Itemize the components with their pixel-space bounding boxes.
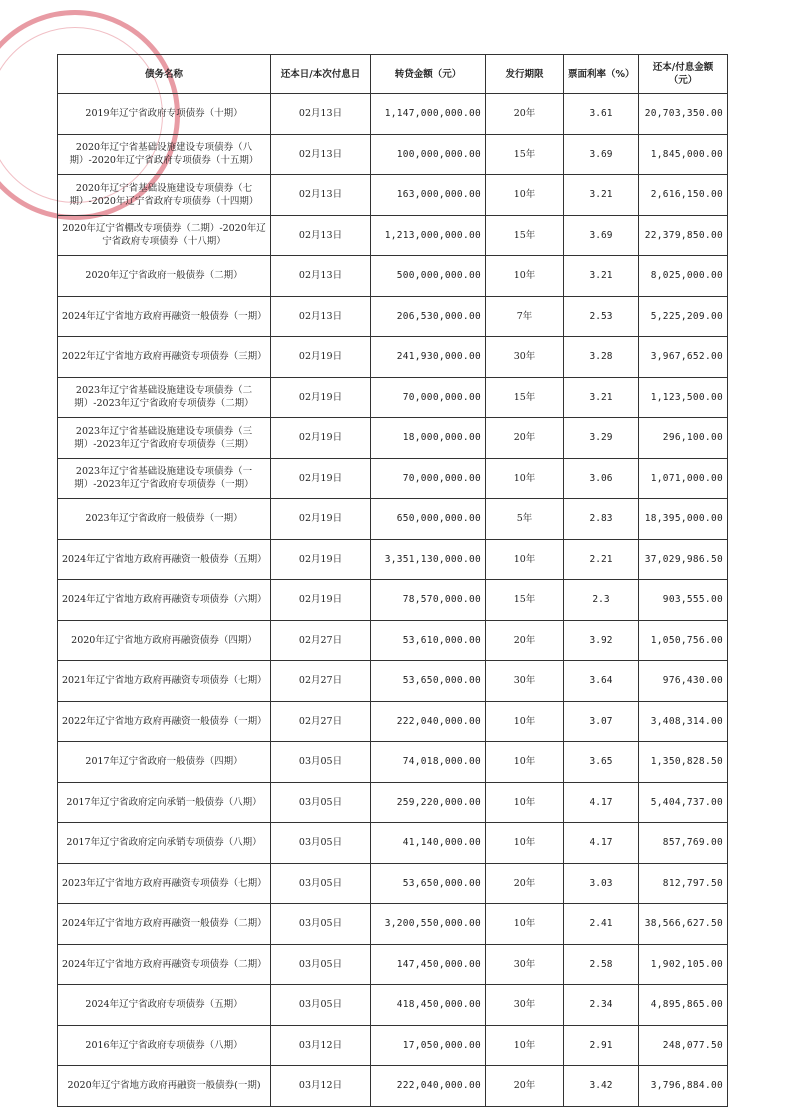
term-cell: 10年 xyxy=(486,539,564,580)
term-cell: 10年 xyxy=(486,742,564,783)
payment-amount-cell: 1,902,105.00 xyxy=(639,944,728,985)
bond-name-cell: 2023年辽宁省地方政府再融资专项债券（七期） xyxy=(58,863,271,904)
loan-amount-cell: 3,200,550,000.00 xyxy=(371,904,486,945)
payment-amount-cell: 22,379,850.00 xyxy=(639,215,728,256)
bond-name-cell: 2023年辽宁省基础设施建设专项债券（一期）-2023年辽宁省政府专项债券（一期） xyxy=(58,458,271,499)
bond-repayment-table xyxy=(57,54,728,1107)
payment-amount-cell: 3,967,652.00 xyxy=(639,337,728,378)
table-row xyxy=(58,823,728,864)
bond-name-cell: 2017年辽宁省政府一般债券（四期） xyxy=(58,742,271,783)
loan-amount-cell: 70,000,000.00 xyxy=(371,377,486,418)
bond-name-cell: 2020年辽宁省地方政府再融资一般债券(一期) xyxy=(58,1066,271,1107)
loan-amount-cell: 500,000,000.00 xyxy=(371,256,486,297)
payment-amount-cell: 18,395,000.00 xyxy=(639,499,728,540)
payment-amount-cell: 857,769.00 xyxy=(639,823,728,864)
header-payment-date: 还本日/本次付息日 xyxy=(271,55,371,94)
payment-amount-cell: 812,797.50 xyxy=(639,863,728,904)
loan-amount-cell: 650,000,000.00 xyxy=(371,499,486,540)
payment-date-cell: 03月05日 xyxy=(271,782,371,823)
coupon-rate-cell: 2.3 xyxy=(564,580,639,621)
coupon-rate-cell: 3.21 xyxy=(564,256,639,297)
payment-date-cell: 02月19日 xyxy=(271,337,371,378)
term-cell: 20年 xyxy=(486,418,564,459)
loan-amount-cell: 241,930,000.00 xyxy=(371,337,486,378)
payment-date-cell: 02月27日 xyxy=(271,620,371,661)
table-row xyxy=(58,701,728,742)
term-cell: 10年 xyxy=(486,256,564,297)
term-cell: 10年 xyxy=(486,823,564,864)
term-cell: 20年 xyxy=(486,620,564,661)
header-loan-amount: 转贷金额（元） xyxy=(371,55,486,94)
table-row xyxy=(58,1025,728,1066)
loan-amount-cell: 53,650,000.00 xyxy=(371,661,486,702)
bond-name-cell: 2024年辽宁省地方政府再融资专项债券（二期） xyxy=(58,944,271,985)
table-row xyxy=(58,580,728,621)
coupon-rate-cell: 2.21 xyxy=(564,539,639,580)
table-row xyxy=(58,782,728,823)
coupon-rate-cell: 3.92 xyxy=(564,620,639,661)
payment-date-cell: 02月13日 xyxy=(271,134,371,175)
loan-amount-cell: 259,220,000.00 xyxy=(371,782,486,823)
loan-amount-cell: 41,140,000.00 xyxy=(371,823,486,864)
payment-amount-cell: 38,566,627.50 xyxy=(639,904,728,945)
term-cell: 15年 xyxy=(486,134,564,175)
payment-date-cell: 03月12日 xyxy=(271,1025,371,1066)
loan-amount-cell: 1,147,000,000.00 xyxy=(371,94,486,135)
payment-date-cell: 03月05日 xyxy=(271,823,371,864)
payment-amount-cell: 1,050,756.00 xyxy=(639,620,728,661)
coupon-rate-cell: 3.69 xyxy=(564,134,639,175)
table-row xyxy=(58,499,728,540)
term-cell: 10年 xyxy=(486,782,564,823)
payment-date-cell: 02月19日 xyxy=(271,418,371,459)
header-coupon-rate: 票面利率（%） xyxy=(564,55,639,94)
table-row xyxy=(58,175,728,216)
coupon-rate-cell: 3.03 xyxy=(564,863,639,904)
header-bond-name: 债务名称 xyxy=(58,55,271,94)
payment-date-cell: 02月13日 xyxy=(271,256,371,297)
payment-date-cell: 03月05日 xyxy=(271,985,371,1026)
table-row xyxy=(58,620,728,661)
table-row xyxy=(58,296,728,337)
loan-amount-cell: 418,450,000.00 xyxy=(371,985,486,1026)
term-cell: 20年 xyxy=(486,1066,564,1107)
table-row xyxy=(58,458,728,499)
coupon-rate-cell: 3.06 xyxy=(564,458,639,499)
coupon-rate-cell: 3.64 xyxy=(564,661,639,702)
table-row xyxy=(58,418,728,459)
bond-name-cell: 2023年辽宁省政府一般债券（一期） xyxy=(58,499,271,540)
table-row xyxy=(58,215,728,256)
payment-date-cell: 02月13日 xyxy=(271,175,371,216)
coupon-rate-cell: 3.29 xyxy=(564,418,639,459)
coupon-rate-cell: 3.07 xyxy=(564,701,639,742)
loan-amount-cell: 53,610,000.00 xyxy=(371,620,486,661)
coupon-rate-cell: 3.28 xyxy=(564,337,639,378)
bond-name-cell: 2022年辽宁省地方政府再融资一般债券（一期） xyxy=(58,701,271,742)
table-row xyxy=(58,377,728,418)
table-row xyxy=(58,742,728,783)
payment-amount-cell: 1,350,828.50 xyxy=(639,742,728,783)
payment-date-cell: 03月05日 xyxy=(271,742,371,783)
payment-amount-cell: 1,845,000.00 xyxy=(639,134,728,175)
table-row xyxy=(58,539,728,580)
term-cell: 30年 xyxy=(486,337,564,378)
payment-amount-cell: 4,895,865.00 xyxy=(639,985,728,1026)
coupon-rate-cell: 3.65 xyxy=(564,742,639,783)
coupon-rate-cell: 2.53 xyxy=(564,296,639,337)
payment-date-cell: 02月13日 xyxy=(271,94,371,135)
payment-date-cell: 02月19日 xyxy=(271,580,371,621)
loan-amount-cell: 100,000,000.00 xyxy=(371,134,486,175)
coupon-rate-cell: 2.34 xyxy=(564,985,639,1026)
loan-amount-cell: 163,000,000.00 xyxy=(371,175,486,216)
coupon-rate-cell: 3.42 xyxy=(564,1066,639,1107)
bond-name-cell: 2024年辽宁省地方政府再融资一般债券（五期） xyxy=(58,539,271,580)
term-cell: 7年 xyxy=(486,296,564,337)
table-header-row xyxy=(58,55,728,94)
loan-amount-cell: 147,450,000.00 xyxy=(371,944,486,985)
payment-date-cell: 02月19日 xyxy=(271,539,371,580)
payment-amount-cell: 903,555.00 xyxy=(639,580,728,621)
payment-amount-cell: 1,071,000.00 xyxy=(639,458,728,499)
coupon-rate-cell: 3.21 xyxy=(564,175,639,216)
payment-amount-cell: 1,123,500.00 xyxy=(639,377,728,418)
payment-date-cell: 02月19日 xyxy=(271,377,371,418)
payment-date-cell: 03月05日 xyxy=(271,944,371,985)
bond-name-cell: 2020年辽宁省基础设施建设专项债券（七期）-2020年辽宁省政府专项债券（十四期） xyxy=(58,175,271,216)
table-row xyxy=(58,944,728,985)
coupon-rate-cell: 4.17 xyxy=(564,823,639,864)
table-row xyxy=(58,985,728,1026)
payment-date-cell: 02月19日 xyxy=(271,458,371,499)
loan-amount-cell: 18,000,000.00 xyxy=(371,418,486,459)
payment-date-cell: 02月13日 xyxy=(271,296,371,337)
bond-name-cell: 2024年辽宁省地方政府再融资一般债券（二期） xyxy=(58,904,271,945)
term-cell: 20年 xyxy=(486,94,564,135)
coupon-rate-cell: 3.61 xyxy=(564,94,639,135)
payment-date-cell: 03月12日 xyxy=(271,1066,371,1107)
bond-name-cell: 2022年辽宁省地方政府再融资专项债券（三期） xyxy=(58,337,271,378)
bond-name-cell: 2020年辽宁省地方政府再融资债券（四期） xyxy=(58,620,271,661)
payment-amount-cell: 5,404,737.00 xyxy=(639,782,728,823)
bond-name-cell: 2024年辽宁省地方政府再融资一般债券（一期） xyxy=(58,296,271,337)
bond-name-cell: 2019年辽宁省政府专项债券（十期） xyxy=(58,94,271,135)
loan-amount-cell: 78,570,000.00 xyxy=(371,580,486,621)
table-row xyxy=(58,256,728,297)
payment-amount-cell: 248,077.50 xyxy=(639,1025,728,1066)
loan-amount-cell: 74,018,000.00 xyxy=(371,742,486,783)
loan-amount-cell: 3,351,130,000.00 xyxy=(371,539,486,580)
table-row xyxy=(58,94,728,135)
payment-amount-cell: 296,100.00 xyxy=(639,418,728,459)
table-row xyxy=(58,1066,728,1107)
table-row xyxy=(58,863,728,904)
coupon-rate-cell: 3.21 xyxy=(564,377,639,418)
coupon-rate-cell: 2.83 xyxy=(564,499,639,540)
coupon-rate-cell: 2.91 xyxy=(564,1025,639,1066)
term-cell: 20年 xyxy=(486,863,564,904)
coupon-rate-cell: 2.58 xyxy=(564,944,639,985)
term-cell: 10年 xyxy=(486,458,564,499)
payment-date-cell: 02月19日 xyxy=(271,499,371,540)
payment-amount-cell: 3,408,314.00 xyxy=(639,701,728,742)
payment-date-cell: 03月05日 xyxy=(271,863,371,904)
loan-amount-cell: 53,650,000.00 xyxy=(371,863,486,904)
bond-name-cell: 2016年辽宁省政府专项债券（八期） xyxy=(58,1025,271,1066)
coupon-rate-cell: 2.41 xyxy=(564,904,639,945)
term-cell: 30年 xyxy=(486,944,564,985)
term-cell: 15年 xyxy=(486,215,564,256)
bond-name-cell: 2017年辽宁省政府定向承销一般债券（八期） xyxy=(58,782,271,823)
term-cell: 10年 xyxy=(486,175,564,216)
loan-amount-cell: 222,040,000.00 xyxy=(371,701,486,742)
bond-name-cell: 2023年辽宁省基础设施建设专项债券（二期）-2023年辽宁省政府专项债券（二期） xyxy=(58,377,271,418)
term-cell: 5年 xyxy=(486,499,564,540)
table-row xyxy=(58,661,728,702)
loan-amount-cell: 222,040,000.00 xyxy=(371,1066,486,1107)
payment-amount-cell: 5,225,209.00 xyxy=(639,296,728,337)
header-term: 发行期限 xyxy=(486,55,564,94)
bond-name-cell: 2017年辽宁省政府定向承销专项债券（八期） xyxy=(58,823,271,864)
payment-date-cell: 02月13日 xyxy=(271,215,371,256)
bond-name-cell: 2020年辽宁省基础设施建设专项债券（八期）-2020年辽宁省政府专项债券（十五期） xyxy=(58,134,271,175)
payment-amount-cell: 3,796,884.00 xyxy=(639,1066,728,1107)
payment-amount-cell: 2,616,150.00 xyxy=(639,175,728,216)
term-cell: 10年 xyxy=(486,701,564,742)
bond-name-cell: 2024年辽宁省政府专项债券（五期） xyxy=(58,985,271,1026)
table-row xyxy=(58,904,728,945)
payment-date-cell: 02月27日 xyxy=(271,701,371,742)
bond-name-cell: 2024年辽宁省地方政府再融资专项债券（六期） xyxy=(58,580,271,621)
table-row xyxy=(58,337,728,378)
loan-amount-cell: 206,530,000.00 xyxy=(371,296,486,337)
term-cell: 10年 xyxy=(486,1025,564,1066)
payment-amount-cell: 20,703,350.00 xyxy=(639,94,728,135)
table-row xyxy=(58,134,728,175)
loan-amount-cell: 17,050,000.00 xyxy=(371,1025,486,1066)
term-cell: 30年 xyxy=(486,985,564,1026)
term-cell: 10年 xyxy=(486,904,564,945)
header-payment-amount: 还本/付息金额（元） xyxy=(639,55,728,94)
loan-amount-cell: 1,213,000,000.00 xyxy=(371,215,486,256)
term-cell: 15年 xyxy=(486,580,564,621)
payment-date-cell: 03月05日 xyxy=(271,904,371,945)
payment-amount-cell: 976,430.00 xyxy=(639,661,728,702)
payment-amount-cell: 8,025,000.00 xyxy=(639,256,728,297)
bond-name-cell: 2023年辽宁省基础设施建设专项债券（三期）-2023年辽宁省政府专项债券（三期） xyxy=(58,418,271,459)
payment-date-cell: 02月27日 xyxy=(271,661,371,702)
term-cell: 15年 xyxy=(486,377,564,418)
payment-amount-cell: 37,029,986.50 xyxy=(639,539,728,580)
term-cell: 30年 xyxy=(486,661,564,702)
bond-name-cell: 2021年辽宁省地方政府再融资专项债券（七期） xyxy=(58,661,271,702)
bond-name-cell: 2020年辽宁省棚改专项债券（二期）-2020年辽宁省政府专项债券（十八期） xyxy=(58,215,271,256)
coupon-rate-cell: 4.17 xyxy=(564,782,639,823)
bond-name-cell: 2020年辽宁省政府一般债券（二期） xyxy=(58,256,271,297)
loan-amount-cell: 70,000,000.00 xyxy=(371,458,486,499)
coupon-rate-cell: 3.69 xyxy=(564,215,639,256)
